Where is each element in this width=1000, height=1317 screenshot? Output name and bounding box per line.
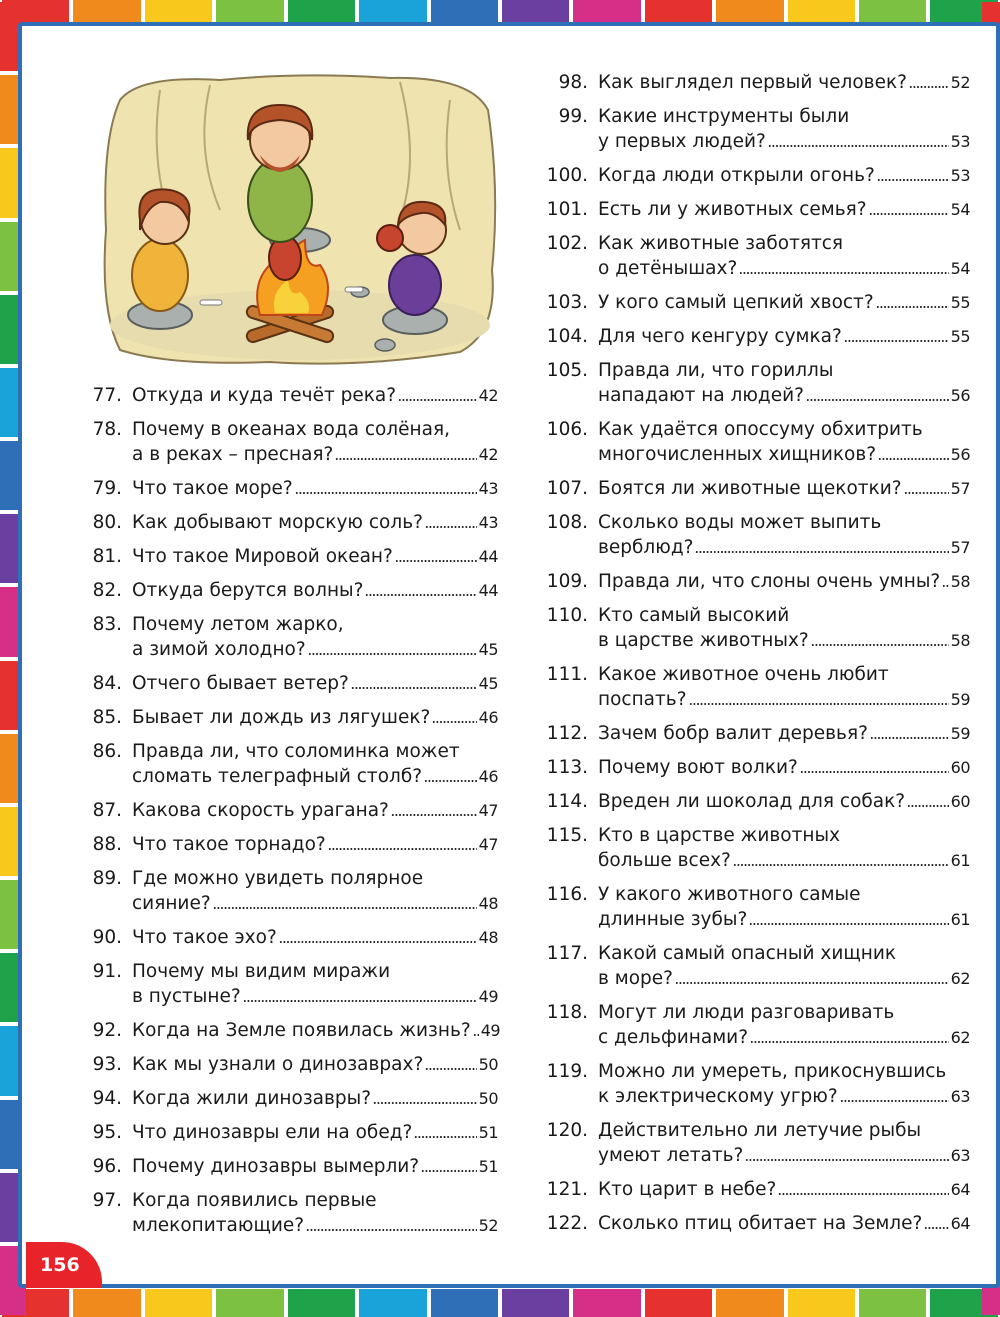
toc-entry-number: 85. [92, 707, 122, 728]
toc-entry-page: 45 [478, 640, 498, 659]
toc-entry-title: Почему воют волки? [598, 757, 798, 778]
toc-entry [546, 1059, 970, 1109]
toc-entry [546, 662, 970, 712]
toc-entry-number: 90. [92, 927, 122, 948]
toc-entry-page: 42 [478, 445, 498, 464]
toc-entry-page: 49 [480, 1021, 501, 1040]
toc-entry-title: Бывает ли дождь из лягушек? [132, 707, 431, 728]
dot-leader [870, 736, 949, 740]
toc-entry-page: 54 [950, 259, 970, 278]
toc-entry [546, 476, 970, 501]
toc-entry [546, 882, 970, 932]
dot-leader [942, 584, 948, 588]
toc-entry [78, 383, 498, 408]
toc-entry [546, 789, 970, 814]
toc-entry-title: Правда ли, что слоны очень умны? [598, 571, 941, 592]
toc-entry-page: 55 [950, 327, 970, 346]
toc-entry [546, 358, 970, 408]
toc-entry-page: 47 [478, 835, 498, 854]
toc-entry [546, 510, 970, 560]
toc-entry-page: 50 [478, 1055, 498, 1074]
dot-leader [800, 770, 949, 774]
dot-leader [768, 144, 949, 148]
dot-leader [675, 981, 949, 985]
toc-entry-title: в пустыне? [132, 986, 241, 1007]
toc-entry [546, 324, 970, 349]
toc-entry-title: поспать? [598, 689, 687, 710]
toc-entry [546, 1118, 970, 1168]
dot-leader [213, 906, 477, 910]
toc-entry-title: млекопитающие? [132, 1215, 305, 1236]
toc-entry-number: 94. [92, 1088, 122, 1109]
toc-entry-page: 48 [478, 928, 498, 947]
toc-entry-number: 116. [546, 884, 588, 905]
toc-entry-page: 62 [950, 1028, 970, 1047]
toc-entry-number: 89. [92, 868, 122, 889]
toc-entry-page: 56 [950, 386, 970, 405]
toc-entry-number: 111. [546, 664, 588, 685]
toc-entry-page: 57 [950, 479, 970, 498]
toc-entry-page: 51 [478, 1157, 498, 1176]
dot-leader [432, 720, 476, 724]
toc-entry [546, 1211, 970, 1236]
dot-leader [243, 999, 477, 1003]
toc-entry-number: 97. [92, 1190, 122, 1211]
toc-entry-title: а в реках – пресная? [132, 444, 334, 465]
toc-entry-title: Правда ли, что соломинка может [132, 741, 460, 762]
toc-entry-page: 43 [478, 479, 498, 498]
toc-entry [546, 755, 970, 780]
toc-entry-title: Что динозавры ели на обед? [132, 1122, 413, 1143]
toc-entry-page: 63 [950, 1087, 970, 1106]
toc-entry [78, 510, 498, 535]
toc-entry-number: 105. [546, 360, 588, 381]
dot-leader [328, 847, 477, 851]
toc-entry-number: 80. [92, 512, 122, 533]
toc-entry-title: Как выглядел первый человек? [598, 72, 907, 93]
dot-leader [689, 702, 949, 706]
cave-family-illustration [100, 70, 500, 365]
toc-entry [546, 721, 970, 746]
toc-entry-number: 112. [546, 723, 588, 744]
dot-leader [877, 178, 949, 182]
toc-entry-page: 44 [478, 547, 498, 566]
toc-entry [78, 544, 498, 569]
toc-entry [78, 476, 498, 501]
toc-entry-page: 61 [950, 851, 970, 870]
toc-entry-number: 107. [546, 478, 588, 499]
toc-entry-number: 77. [92, 385, 122, 406]
toc-entry-page: 44 [478, 581, 498, 600]
dot-leader [695, 550, 948, 554]
dot-leader [733, 863, 949, 867]
toc-entry-title: верблюд? [598, 537, 694, 558]
toc-entry-title: Какие инструменты были [598, 106, 850, 127]
toc-entry-number: 91. [92, 961, 122, 982]
dot-leader [745, 1158, 948, 1162]
dot-leader [869, 212, 949, 216]
toc-entry-number: 119. [546, 1061, 588, 1082]
toc-entry-title: Как удаётся опоссуму обхитрить [598, 419, 923, 440]
toc-entry-title: с дельфинами? [598, 1027, 749, 1048]
toc-entry-title: Какой самый опасный хищник [598, 943, 897, 964]
toc-entry-page: 53 [950, 132, 970, 151]
dot-leader [308, 652, 477, 656]
toc-entry-number: 121. [546, 1179, 588, 1200]
toc-entry-title: Когда люди открыли огонь? [598, 165, 875, 186]
toc-entry-number: 102. [546, 233, 588, 254]
toc-entry-title: У какого животного самые [598, 884, 861, 905]
dot-leader [778, 1192, 948, 1196]
toc-entry-page: 49 [478, 987, 498, 1006]
toc-entry [78, 671, 498, 696]
toc-entry-title: Когда появились первые [132, 1190, 377, 1211]
toc-entry-number: 81. [92, 546, 122, 567]
dot-leader [811, 643, 949, 647]
toc-entry-page: 63 [950, 1146, 970, 1165]
toc-entry-page: 45 [478, 674, 498, 693]
dot-leader [749, 922, 948, 926]
toc-entry-title: Сколько птиц обитает на Земле? [598, 1213, 923, 1234]
toc-entry-title: Могут ли люди разговаривать [598, 1002, 895, 1023]
toc-entry [546, 290, 970, 315]
dot-leader [473, 1033, 479, 1037]
toc-entry [78, 1120, 498, 1145]
dot-leader [365, 593, 476, 597]
toc-entry-title: Правда ли, что гориллы [598, 360, 834, 381]
toc-entry-title: а зимой холодно? [132, 639, 306, 660]
toc-entry-title: Отчего бывает ветер? [132, 673, 349, 694]
toc-entry-title: Сколько воды может выпить [598, 512, 882, 533]
dot-leader [904, 491, 949, 495]
toc-entry-number: 95. [92, 1122, 122, 1143]
toc-entry-number: 106. [546, 419, 588, 440]
dot-leader [844, 339, 949, 343]
toc-entry [78, 832, 498, 857]
toc-entry-title: Когда жили динозавры? [132, 1088, 372, 1109]
toc-entry-title: к электрическому угрю? [598, 1086, 838, 1107]
toc-entry-page: 55 [950, 293, 970, 312]
toc-entry [78, 959, 498, 1009]
dot-leader [425, 525, 477, 529]
toc-entry [546, 417, 970, 467]
toc-entry-page: 60 [950, 758, 970, 777]
toc-entry-title: Есть ли у животных семья? [598, 199, 867, 220]
toc-entry-page: 62 [950, 969, 970, 988]
toc-entry-title: Как животные заботятся [598, 233, 844, 254]
toc-entry [78, 798, 498, 823]
dot-leader [750, 1040, 949, 1044]
toc-entry-page: 60 [950, 792, 970, 811]
toc-entry [78, 578, 498, 603]
toc-entry-title: Вреден ли шоколад для собак? [598, 791, 906, 812]
toc-entry [546, 104, 970, 154]
dot-leader [924, 1226, 948, 1230]
toc-entry-title: Почему летом жарко, [132, 614, 344, 635]
toc-entry-title: Почему мы видим миражи [132, 961, 391, 982]
toc-entry-number: 92. [92, 1020, 122, 1041]
toc-entry [78, 1188, 498, 1238]
toc-entry-title: Что такое эхо? [132, 927, 277, 948]
toc-entry [546, 70, 970, 95]
dot-leader [840, 1099, 949, 1103]
toc-entry [78, 1052, 498, 1077]
toc-entry-number: 103. [546, 292, 588, 313]
toc-entry-number: 87. [92, 800, 122, 821]
toc-entry [546, 1177, 970, 1202]
toc-entry [546, 1000, 970, 1050]
toc-entry-number: 101. [546, 199, 588, 220]
toc-entry-title: Действительно ли летучие рыбы [598, 1120, 922, 1141]
toc-entry-number: 114. [546, 791, 588, 812]
toc-entry-number: 79. [92, 478, 122, 499]
toc-entry-title: Какое животное очень любит [598, 664, 889, 685]
toc-entry [78, 1086, 498, 1111]
toc-entry-number: 118. [546, 1002, 588, 1023]
toc-entry-number: 99. [558, 106, 588, 127]
toc-entry-title: многочисленных хищников? [598, 444, 877, 465]
toc-entry-number: 113. [546, 757, 588, 778]
toc-entry-page: 52 [950, 73, 970, 92]
toc-entry-number: 82. [92, 580, 122, 601]
toc-entry [78, 866, 498, 916]
toc-entry-page: 58 [950, 631, 970, 650]
toc-entry-title: Что такое торнадо? [132, 834, 326, 855]
dot-leader [398, 398, 477, 402]
toc-entry-number: 117. [546, 943, 588, 964]
toc-entry-number: 78. [92, 419, 122, 440]
toc-entry [78, 1018, 501, 1043]
toc-entry-number: 109. [546, 571, 588, 592]
toc-entry-number: 98. [558, 72, 588, 93]
toc-entry-number: 120. [546, 1120, 588, 1141]
toc-entry [546, 941, 970, 991]
toc-entry-title: Как мы узнали о динозаврах? [132, 1054, 424, 1075]
toc-entry-page: 54 [950, 200, 970, 219]
dot-leader [391, 813, 477, 817]
dot-leader [279, 940, 477, 944]
toc-entry-number: 108. [546, 512, 588, 533]
toc-entry-title: Кто самый высокий [598, 605, 790, 626]
dot-leader [335, 457, 476, 461]
toc-entry-page: 43 [478, 513, 498, 532]
dot-leader [421, 1169, 477, 1173]
toc-entry-title: Что такое море? [132, 478, 293, 499]
toc-entry-title: в море? [598, 968, 674, 989]
toc-entry [546, 569, 970, 594]
dot-leader [424, 779, 477, 783]
toc-entry-page: 46 [478, 767, 498, 786]
toc-entry-title: Кто царит в небе? [598, 1179, 777, 1200]
toc-entry-title: в царстве животных? [598, 630, 809, 651]
toc-entry-page: 48 [478, 894, 498, 913]
toc-entry-title: Где можно увидеть полярное [132, 868, 424, 889]
rainbow-border-bottom [0, 1289, 1000, 1317]
toc-entry-title: Для чего кенгуру сумка? [598, 326, 842, 347]
toc-entry-title: нападают на людей? [598, 385, 804, 406]
toc-entry-title: Зачем бобр валит деревья? [598, 723, 868, 744]
dot-leader [414, 1135, 476, 1139]
toc-entry-page: 47 [478, 801, 498, 820]
toc-entry-number: 93. [92, 1054, 122, 1075]
toc-entry-number: 96. [92, 1156, 122, 1177]
toc-entry-page: 59 [950, 690, 970, 709]
toc-entry-page: 64 [950, 1214, 970, 1233]
toc-entry-page: 64 [950, 1180, 970, 1199]
toc-entry-title: больше всех? [598, 850, 731, 871]
toc-entry-page: 42 [478, 386, 498, 405]
toc-entry [78, 705, 498, 730]
toc-entry-number: 115. [546, 825, 588, 846]
toc-entry-page: 57 [950, 538, 970, 557]
toc-entry-title: У кого самый цепкий хвост? [598, 292, 874, 313]
toc-entry [546, 163, 970, 188]
dot-leader [907, 804, 949, 808]
toc-entry-number: 83. [92, 614, 122, 635]
toc-entry-title: о детёнышах? [598, 258, 738, 279]
toc-entry-page: 51 [478, 1123, 498, 1142]
toc-entry-title: сияние? [132, 893, 211, 914]
dot-leader [425, 1067, 476, 1071]
toc-entry-title: Как добывают морскую соль? [132, 512, 423, 533]
toc-entry-page: 52 [478, 1216, 498, 1235]
toc-entry-title: Можно ли умереть, прикоснувшись [598, 1061, 947, 1082]
dot-leader [373, 1101, 477, 1105]
toc-entry-number: 84. [92, 673, 122, 694]
dot-leader [351, 686, 477, 690]
toc-entry-number: 88. [92, 834, 122, 855]
toc-entry-title: у первых людей? [598, 131, 766, 152]
toc-entry [546, 603, 970, 653]
toc-entry [78, 1154, 498, 1179]
toc-entry-page: 59 [950, 724, 970, 743]
toc-entry [78, 925, 498, 950]
toc-entry-title: Откуда берутся волны? [132, 580, 364, 601]
toc-entry-title: Какова скорость урагана? [132, 800, 389, 821]
toc-entry-title: Боятся ли животные щекотки? [598, 478, 902, 499]
dot-leader [909, 85, 949, 89]
toc-entry-page: 56 [950, 445, 970, 464]
toc-entry-page: 53 [950, 166, 970, 185]
toc-entry-title: сломать телеграфный столб? [132, 766, 423, 787]
toc-entry-title: длинные зубы? [598, 909, 748, 930]
dot-leader [395, 559, 477, 563]
toc-entry-number: 100. [546, 165, 588, 186]
toc-entry-number: 122. [546, 1213, 588, 1234]
toc-entry-page: 61 [950, 910, 970, 929]
toc-entry [546, 197, 970, 222]
toc-entry-number: 86. [92, 741, 122, 762]
dot-leader [739, 271, 948, 275]
page-number: 156 [40, 1254, 80, 1276]
toc-entry-title: Когда на Земле появилась жизнь? [132, 1020, 471, 1041]
toc-entry [78, 612, 498, 662]
toc-entry-number: 110. [546, 605, 588, 626]
toc-column-left [78, 383, 501, 1247]
toc-entry-title: умеют летать? [598, 1145, 744, 1166]
toc-entry-title: Кто в царстве животных [598, 825, 841, 846]
toc-entry-title: Почему динозавры вымерли? [132, 1156, 420, 1177]
toc-entry-title: Что такое Мировой океан? [132, 546, 393, 567]
toc-entry [546, 231, 970, 281]
toc-entry-title: Почему в океанах вода солёная, [132, 419, 450, 440]
toc-entry-title: Откуда и куда течёт река? [132, 385, 397, 406]
toc-entry [78, 739, 498, 789]
dot-leader [306, 1228, 477, 1232]
dot-leader [806, 398, 949, 402]
dot-leader [876, 305, 949, 309]
toc-entry-page: 46 [478, 708, 498, 727]
dot-leader [878, 457, 949, 461]
toc-entry [78, 417, 498, 467]
toc-column-right [546, 70, 970, 1245]
toc-entry-page: 50 [478, 1089, 498, 1108]
dot-leader [295, 491, 477, 495]
toc-entry-page: 58 [950, 572, 970, 591]
toc-entry [546, 823, 970, 873]
toc-entry-number: 104. [546, 326, 588, 347]
